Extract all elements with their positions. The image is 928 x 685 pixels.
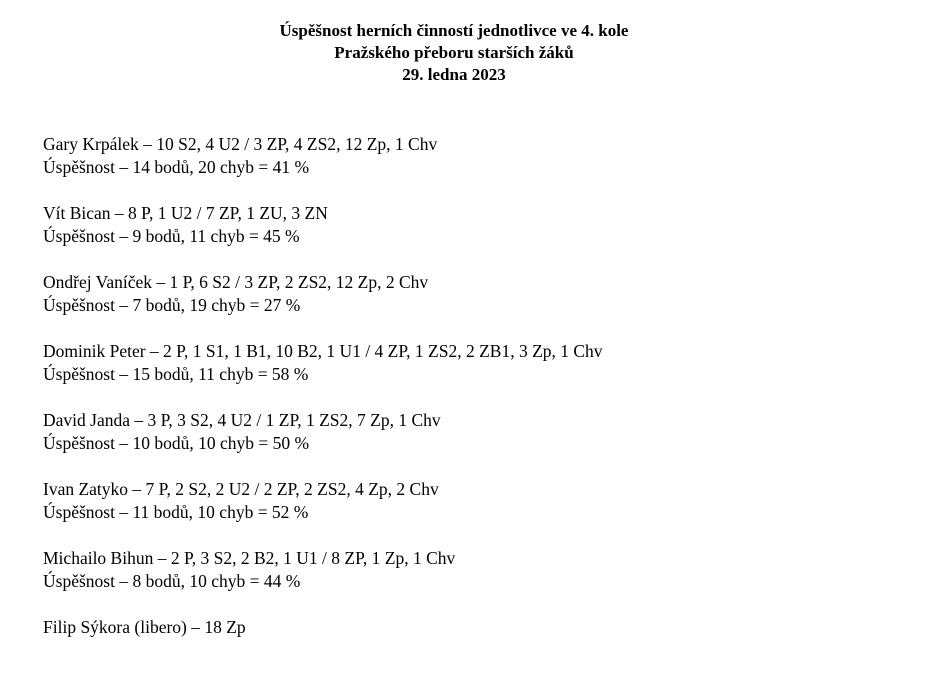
player-stats: Michailo Bihun – 2 P, 3 S2, 2 B2, 1 U1 / 8 ZP, 1 Zp, 1 Chv [43, 548, 456, 568]
player-stats: Ivan Zatyko – 7 P, 2 S2, 2 U2 / 2 ZP, 2 ZS2, 4 Zp, 2 Chv [43, 479, 439, 499]
document-header [0, 20, 908, 86]
player-stats: Dominik Peter – 2 P, 1 S1, 1 B1, 10 B2, 1 U1 / 4 ZP, 1 ZS2, 2 ZB1, 3 Zp, 1 Chv [43, 341, 603, 361]
player-entry-bican [43, 202, 913, 271]
player-success: Úspěšnost – 10 bodů, 10 chyb = 50 % [43, 433, 310, 453]
player-entry-peter [43, 340, 913, 409]
player-entry-bihun [43, 547, 913, 616]
header-title: Úspěšnost herních činností jednotlivce ve 4. kole [279, 21, 629, 40]
player-stats: Ondřej Vaníček – 1 P, 6 S2 / 3 ZP, 2 ZS2, 12 Zp, 2 Chv [43, 272, 429, 292]
header-date: 29. ledna 2023 [402, 65, 506, 84]
player-entry-zatyko [43, 478, 913, 547]
player-stats: Filip Sýkora (libero) – 18 Zp [43, 617, 246, 637]
player-entry-sykora [43, 616, 913, 685]
player-success: Úspěšnost – 15 bodů, 11 chyb = 58 % [43, 364, 309, 384]
player-success: Úspěšnost – 8 bodů, 10 chyb = 44 % [43, 571, 301, 591]
player-success: Úspěšnost – 11 bodů, 10 chyb = 52 % [43, 502, 309, 522]
player-stats: David Janda – 3 P, 3 S2, 4 U2 / 1 ZP, 1 ZS2, 7 Zp, 1 Chv [43, 410, 441, 430]
player-success: Úspěšnost – 7 bodů, 19 chyb = 27 % [43, 295, 301, 315]
player-entry-vanicek [43, 271, 913, 340]
player-success: Úspěšnost – 14 bodů, 20 chyb = 41 % [43, 157, 310, 177]
player-entry-krpalek [43, 133, 913, 202]
player-stats: Vít Bican – 8 P, 1 U2 / 7 ZP, 1 ZU, 3 ZN [43, 203, 328, 223]
player-success: Úspěšnost – 9 bodů, 11 chyb = 45 % [43, 226, 300, 246]
player-stats: Gary Krpálek – 10 S2, 4 U2 / 3 ZP, 4 ZS2, 12 Zp, 1 Chv [43, 134, 438, 154]
header-subtitle: Pražského přeboru starších žáků [334, 43, 574, 62]
player-list [43, 133, 913, 685]
player-entry-janda [43, 409, 913, 478]
